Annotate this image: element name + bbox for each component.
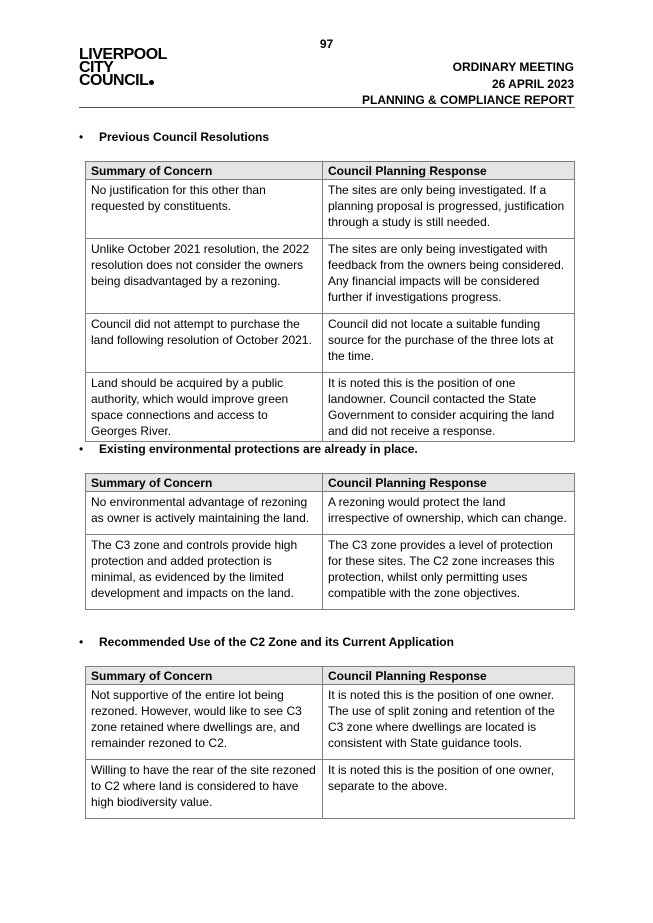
column-header-concern: Summary of Concern	[86, 162, 323, 180]
report-header	[362, 59, 574, 109]
response-cell: A rezoning would protect the land irrespective of ownership, which can change.	[323, 492, 575, 535]
section-heading-1: • Previous Council Resolutions	[79, 130, 270, 144]
response-cell: The C3 zone provides a level of protection for these sites. The C2 zone increases this protection, whilst only permitting uses compatible with the zone objectives.	[323, 535, 575, 610]
concern-cell: Council did not attempt to purchase the land following resolution of October 2021.	[86, 314, 323, 373]
table-row	[86, 685, 575, 760]
bullet-icon: •	[79, 442, 84, 456]
concern-cell: Unlike October 2021 resolution, the 2022 resolution does not consider the owners being disadvantaged by a rezoning.	[86, 239, 323, 314]
response-cell: Council did not locate a suitable funding source for the purchase of the three lots at the time.	[323, 314, 575, 373]
bullet-icon: •	[79, 130, 84, 144]
response-cell: It is noted this is the position of one owner. The use of split zoning and retention of the C3 zone where dwellings are located is consistent with State guidance tools.	[323, 685, 575, 760]
column-header-response: Council Planning Response	[323, 474, 575, 492]
table-row	[86, 492, 575, 535]
table-header-row	[86, 474, 575, 492]
table-row	[86, 760, 575, 819]
concerns-table-1	[85, 161, 575, 442]
logo-line-1: LIVERPOOL	[79, 46, 167, 63]
response-cell: It is noted this is the position of one owner, separate to the above.	[323, 760, 575, 819]
concern-cell: Land should be acquired by a public authority, which would improve green space connections and access to Georges River.	[86, 373, 323, 442]
table-header-row	[86, 667, 575, 685]
table-row	[86, 314, 575, 373]
response-cell: The sites are only being investigated with feedback from the owners being considered. Any financial impacts will be considered further if investigations progress.	[323, 239, 575, 314]
response-cell: It is noted this is the position of one landowner. Council contacted the State Government to consider acquiring the land and did not receive a response.	[323, 373, 575, 442]
table-row	[86, 239, 575, 314]
logo-line-3: COUNCIL	[79, 74, 167, 87]
meeting-title: ORDINARY MEETING	[452, 60, 574, 74]
header-divider	[79, 107, 575, 108]
concerns-table-3	[85, 666, 575, 819]
response-cell: The sites are only being investigated. If a planning proposal is progressed, justification through a study is still needed.	[323, 180, 575, 239]
meeting-date: 26 APRIL 2023	[491, 76, 574, 91]
table-row	[86, 180, 575, 239]
concerns-table-2	[85, 473, 575, 610]
concern-cell: Not supportive of the entire lot being rezoned. However, would like to see C3 zone retained where dwellings are, and remainder rezoned to C2.	[86, 685, 323, 760]
concern-cell: Willing to have the rear of the site rezoned to C2 where land is considered to have high biodiversity value.	[86, 760, 323, 819]
column-header-concern: Summary of Concern	[86, 474, 323, 492]
table-row	[86, 535, 575, 610]
concern-cell: No environmental advantage of rezoning as owner is actively maintaining the land.	[86, 492, 323, 535]
concern-cell: No justification for this other than requested by constituents.	[86, 180, 323, 239]
column-header-response: Council Planning Response	[323, 162, 575, 180]
concern-cell: The C3 zone and controls provide high protection and added protection is minimal, as evidenced by the limited development and impacts on the land.	[86, 535, 323, 610]
section-heading-2: • Existing environmental protections are already in place.	[79, 442, 418, 456]
report-title: PLANNING & COMPLIANCE REPORT	[361, 93, 574, 107]
logo-dot-icon	[149, 80, 154, 85]
section-heading-3: • Recommended Use of the C2 Zone and its Current Application	[79, 635, 454, 649]
bullet-icon: •	[79, 635, 84, 649]
column-header-response: Council Planning Response	[323, 667, 575, 685]
table-row	[86, 373, 575, 442]
council-logo	[79, 48, 167, 87]
page-number: 97	[319, 37, 334, 51]
table-header-row	[86, 162, 575, 180]
logo-line-2: CITY	[79, 59, 114, 76]
column-header-concern: Summary of Concern	[86, 667, 323, 685]
